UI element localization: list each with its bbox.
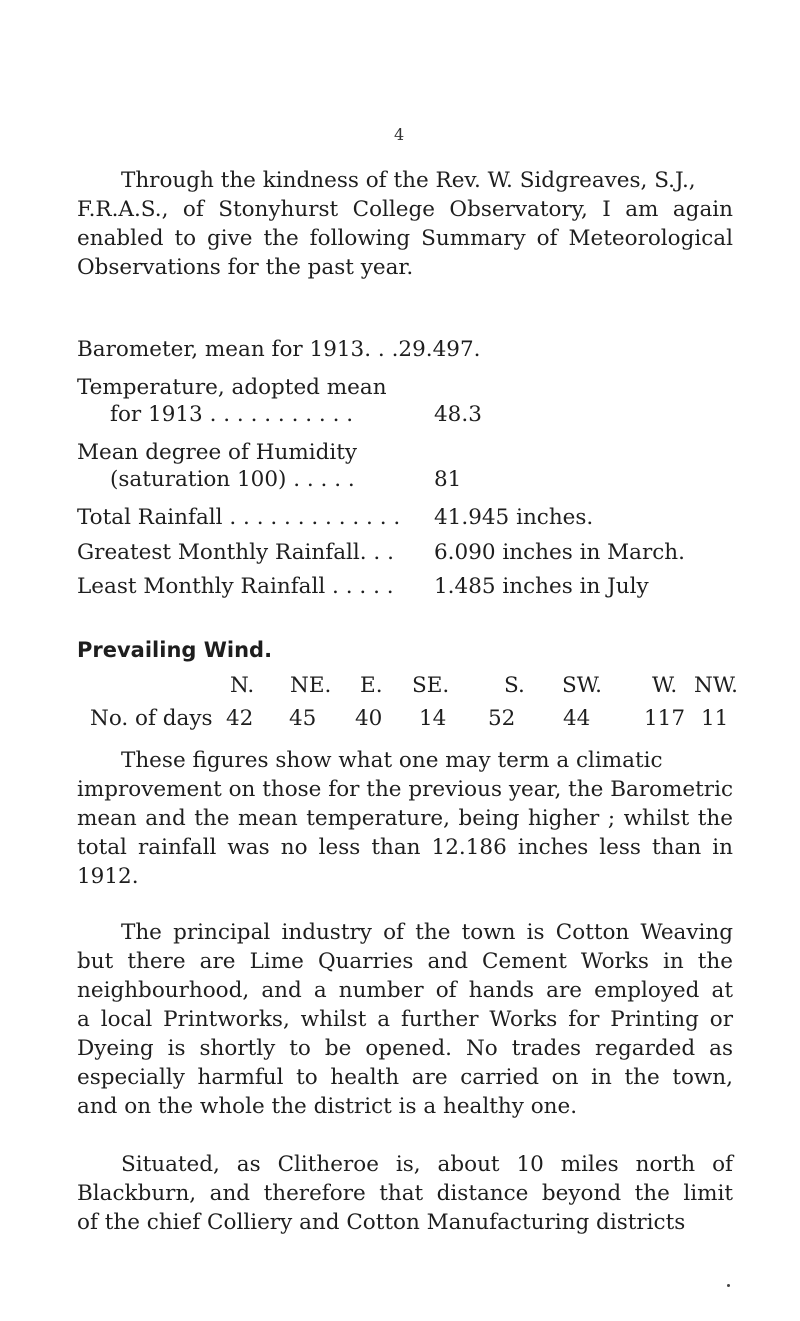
rainfall-value: 41.945 inches. — [434, 505, 594, 530]
industry-line: Dyeing is shortly to be opened. No trades regarded as — [77, 1036, 733, 1061]
wind-row-label: No. of days — [90, 706, 213, 731]
temperature-label: Temperature, adopted mean — [77, 375, 387, 400]
wind-days: 42 — [226, 706, 254, 731]
wind-title: Prevailing Wind. — [77, 638, 273, 662]
intro-line: enabled to give the following Summary of Meteorological — [77, 226, 733, 251]
rainfall-label: Total Rainfall . . . . . . . . . . . . . — [77, 505, 401, 530]
figures-line: total rainfall was no less than 12.186 inches less than in — [77, 835, 733, 860]
wind-direction: E. — [360, 673, 383, 698]
figures-line: mean and the mean temperature, being higher ; whilst the — [77, 806, 733, 831]
least-rainfall-label: Least Monthly Rainfall . . . . . — [77, 574, 394, 599]
figures-line: improvement on those for the previous year, the Barometric — [77, 777, 733, 802]
temperature-value: 48.3 — [434, 402, 482, 427]
wind-days: 11 — [701, 706, 729, 731]
industry-line: neighbourhood, and a number of hands are employed at — [77, 978, 733, 1003]
wind-days: 14 — [419, 706, 447, 731]
wind-direction: SE. — [412, 673, 450, 698]
wind-days: 45 — [289, 706, 317, 731]
industry-line: but there are Lime Quarries and Cement Works in the — [77, 949, 733, 974]
intro-paragraph — [77, 166, 733, 282]
temperature-label-cont: for 1913 . . . . . . . . . . . — [110, 402, 354, 427]
intro-line: F.R.A.S., of Stonyhurst College Observatory, I am again — [77, 197, 733, 222]
least-rainfall-value: 1.485 inches in July — [434, 574, 649, 599]
wind-direction: W. — [652, 673, 678, 698]
greatest-rainfall-label: Greatest Monthly Rainfall. . . — [77, 540, 394, 565]
greatest-rainfall-value: 6.090 inches in March. — [434, 540, 685, 565]
page-number: 4 — [394, 125, 405, 144]
wind-direction: N. — [230, 673, 255, 698]
humidity-label-cont: (saturation 100) . . . . . — [110, 467, 355, 492]
industry-line: a local Printworks, whilst a further Works for Printing or — [77, 1007, 733, 1032]
wind-days: 40 — [355, 706, 383, 731]
industry-paragraph — [77, 918, 733, 1121]
humidity-label: Mean degree of Humidity — [77, 440, 358, 465]
situated-paragraph — [77, 1150, 733, 1237]
industry-line: especially harmful to health are carried on in the town, — [77, 1065, 733, 1090]
figures-paragraph — [77, 746, 733, 891]
wind-days: 44 — [563, 706, 591, 731]
wind-direction: S. — [504, 673, 525, 698]
wind-direction: SW. — [562, 673, 602, 698]
industry-line: and on the whole the district is a healthy one. — [77, 1094, 578, 1119]
wind-days: 52 — [488, 706, 516, 731]
barometer-line: Barometer, mean for 1913. . .29.497. — [77, 337, 481, 362]
situated-line: Blackburn, and therefore that distance beyond the limit — [77, 1181, 733, 1206]
ink-speck — [727, 1284, 730, 1287]
intro-line: Through the kindness of the Rev. W. Sidgreaves, S.J., — [121, 168, 696, 193]
situated-line: of the chief Colliery and Cotton Manufacturing districts — [77, 1210, 686, 1235]
situated-line: Situated, as Clitheroe is, about 10 miles north of — [121, 1152, 733, 1177]
figures-line: These figures show what one may term a climatic — [121, 748, 663, 773]
wind-days: 117 — [644, 706, 686, 731]
industry-line: The principal industry of the town is Cotton Weaving — [121, 920, 733, 945]
humidity-value: 81 — [434, 467, 462, 492]
figures-line: 1912. — [77, 864, 139, 889]
wind-direction: NE. — [290, 673, 332, 698]
wind-direction: NW. — [694, 673, 738, 698]
intro-line: Observations for the past year. — [77, 255, 414, 280]
